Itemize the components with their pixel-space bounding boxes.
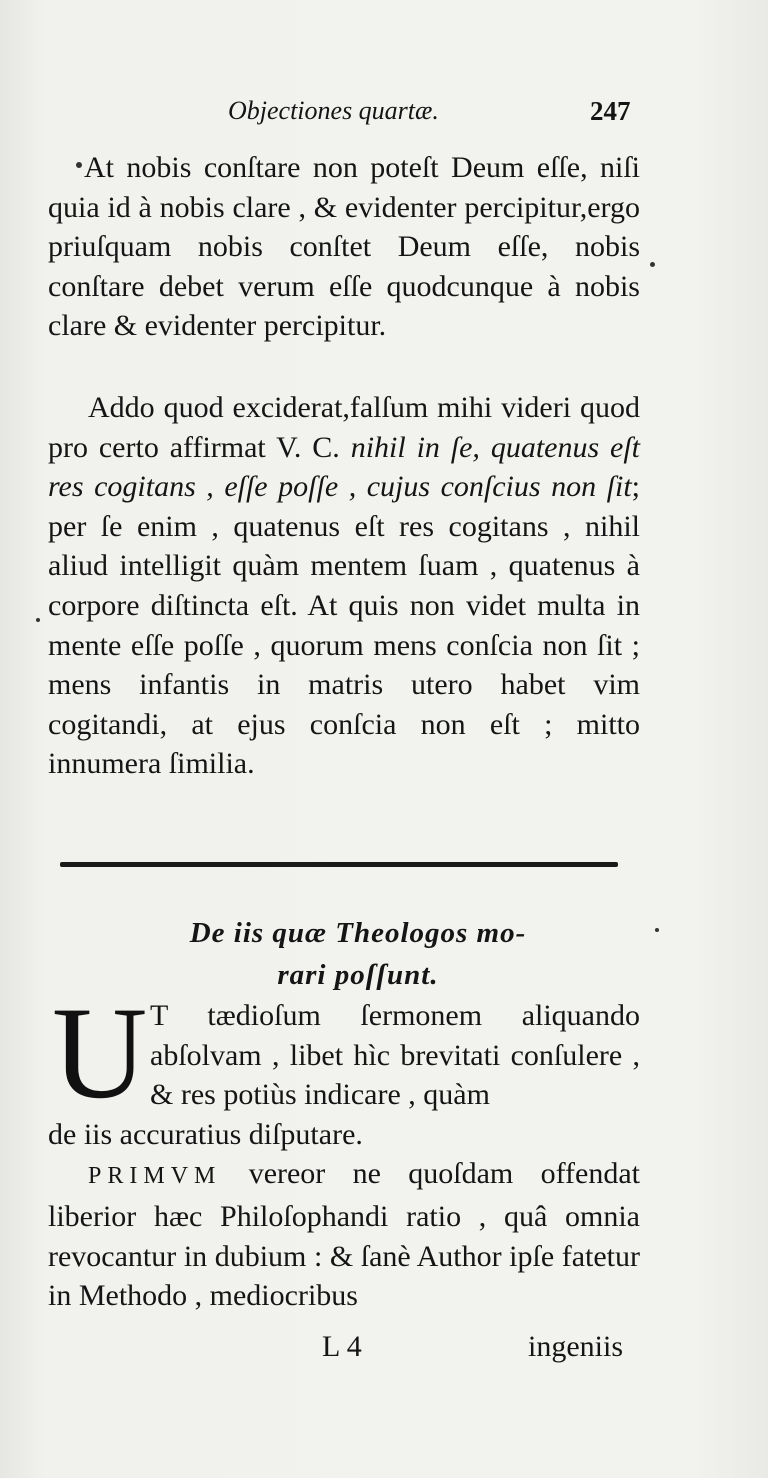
paragraph-4-text: vereor ne quoſdam offendat liberior hæc Philoſophandi ratio , quâ omnia revocantur in dubium : & ſanè Author ipſe fatetur in Methodo , mediocribus — [48, 1157, 640, 1313]
section-divider-rule — [60, 862, 618, 867]
drop-cap: U — [52, 979, 148, 1126]
section-heading-line-1: De iis quæ Theologos mo- — [189, 917, 527, 949]
paragraph-4-small-caps: PRIMVM — [88, 1163, 222, 1190]
catchword: ingeniis — [528, 1330, 623, 1363]
section-body — [48, 979, 640, 1316]
paragraph-2-start: Addo quod exciderat,falſum mihi videri quod pro certo affirmat V. C. — [48, 391, 640, 464]
margin-dot-mark — [76, 162, 82, 168]
section-heading-line-2: rari poſſunt. — [277, 959, 439, 991]
paragraph-2-end: ; per ſe enim , quatenus eſt res cogitans , nihil aliud intelligit quàm mentem ſuam , quatenus à corpore diſtincta eſt. At quis non videt multa in mente eſſe poſſe , quorum mens conſcia non ſit ; mens infantis in matris utero habet vim cogitandi, at ejus conſcia non eſt ; mitto innumera ſimilia. — [48, 470, 640, 781]
page-footer — [0, 1330, 768, 1370]
margin-dot-mark — [655, 928, 659, 932]
signature-mark: L 4 — [322, 1330, 362, 1363]
paragraph-3-opening: T tædioſum ſermonem aliquando abſolvam , libet hìc brevitati conſulere , & res potiùs indicare , quàm — [150, 999, 640, 1112]
running-head: Objectiones quartæ. — [228, 96, 439, 125]
margin-dot-mark — [36, 618, 40, 622]
paragraph-4 — [48, 1154, 640, 1315]
paragraph-3-continuation: de iis accuratius diſputare. — [48, 1117, 363, 1151]
page-number: 247 — [590, 96, 631, 126]
section-heading — [90, 912, 626, 996]
page-header — [0, 92, 768, 136]
paragraph-2 — [48, 388, 640, 784]
paragraph-2-italic-quote: nihil in ſe, quatenus eſt res cogitans , eſſe poſſe , cujus conſcius non ſit — [48, 430, 641, 504]
margin-dot-mark — [650, 262, 655, 267]
paragraph-1: At nobis conſtare non poteſt Deum eſſe, niſi quia id à nobis clare , & evidenter percipitur,ergo priuſquam nobis conſtet Deum eſſe, nobis conſtare debet verum eſſe quodcunque à nobis clare & evidenter percipitur. — [48, 151, 640, 343]
